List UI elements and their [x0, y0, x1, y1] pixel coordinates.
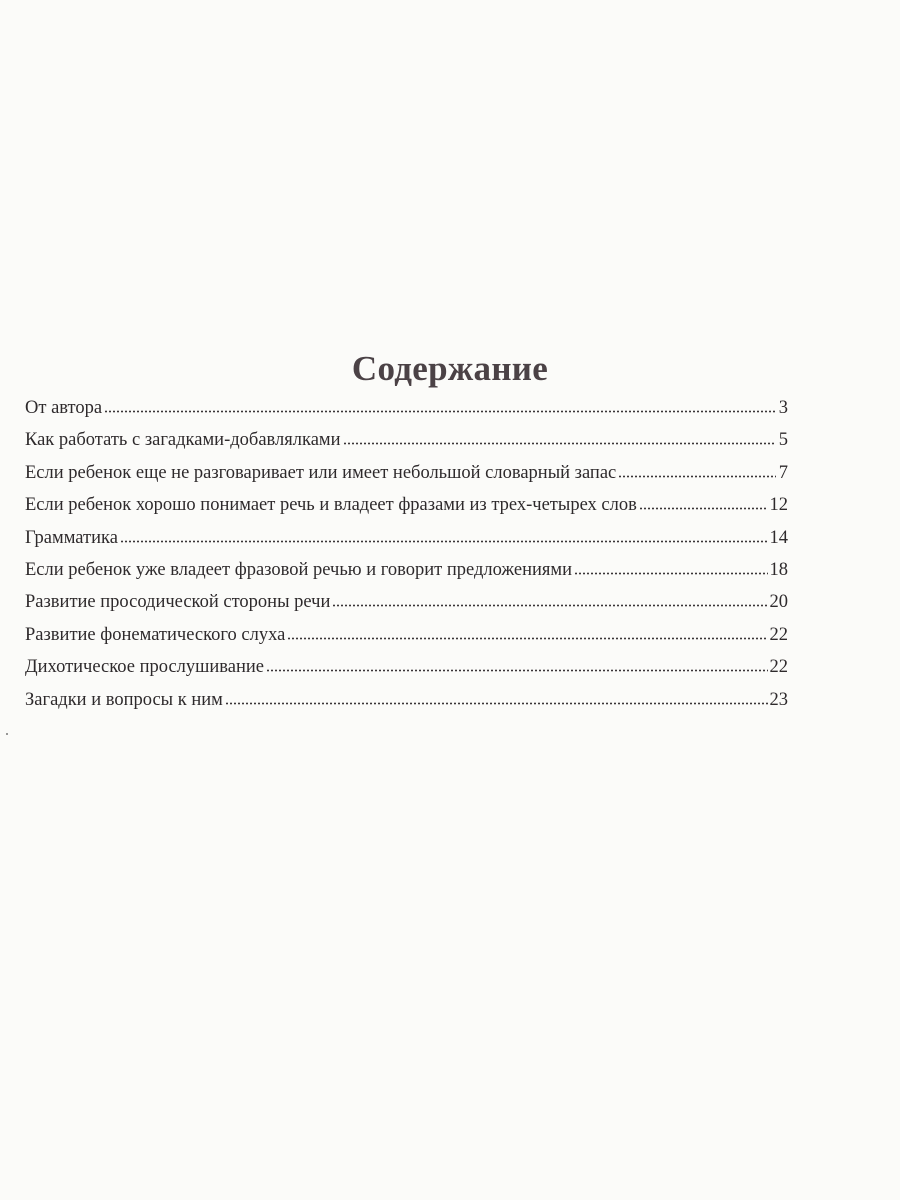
dot-leader	[639, 507, 768, 510]
table-of-contents	[25, 396, 788, 720]
toc-entry[interactable]	[25, 526, 788, 558]
toc-entry-label: Если ребенок хорошо понимает речь и владеет фразами из трех-четырех слов	[25, 495, 637, 516]
dot-leader	[266, 669, 767, 672]
dot-leader	[104, 410, 776, 413]
toc-entry-page: 14	[769, 527, 788, 548]
toc-entry-label: Если ребенок уже владеет фразовой речью и говорит предложениями	[25, 559, 573, 580]
toc-entry-label: Грамматика	[25, 527, 118, 548]
toc-entry-label: Как работать с загадками-добавлялками	[25, 430, 341, 451]
dot-leader	[343, 442, 776, 445]
toc-entry-page: 3	[778, 398, 788, 418]
toc-entry[interactable]	[25, 623, 788, 655]
toc-entry-label: Если ребенок еще не разговаривает или имеет небольшой словарный запас	[25, 462, 617, 483]
dot-leader	[287, 637, 767, 640]
toc-entry-page: 20	[769, 592, 788, 613]
toc-entry[interactable]	[25, 396, 788, 428]
scan-speck	[6, 733, 8, 735]
dot-leader	[574, 572, 767, 575]
dot-leader	[618, 475, 776, 478]
toc-entry-page: 12	[769, 495, 788, 516]
toc-entry[interactable]	[25, 493, 788, 525]
dot-leader	[120, 540, 768, 543]
toc-entry[interactable]	[25, 688, 788, 720]
toc-entry[interactable]	[25, 428, 788, 460]
dot-leader	[332, 604, 767, 607]
toc-entry-label: Дихотическое прослушивание	[25, 657, 265, 678]
toc-entry[interactable]	[25, 655, 788, 687]
toc-entry-page: 23	[769, 689, 788, 710]
toc-entry-label: Развитие фонематического слуха	[25, 624, 286, 645]
toc-entry-page: 22	[769, 624, 788, 645]
toc-entry-label: Загадки и вопросы к ним	[25, 689, 223, 710]
page-title: Содержание	[351, 349, 549, 389]
dot-leader	[225, 702, 768, 705]
toc-entry-page: 22	[769, 657, 788, 678]
toc-entry-label: От автора	[25, 398, 103, 418]
toc-entry-page: 7	[778, 462, 788, 483]
toc-entry[interactable]	[25, 461, 788, 493]
toc-entry-page: 5	[778, 430, 788, 451]
toc-entry[interactable]	[25, 590, 788, 622]
toc-entry[interactable]	[25, 558, 788, 590]
toc-entry-label: Развитие просодической стороны речи	[25, 592, 331, 613]
toc-entry-page: 18	[769, 559, 788, 580]
